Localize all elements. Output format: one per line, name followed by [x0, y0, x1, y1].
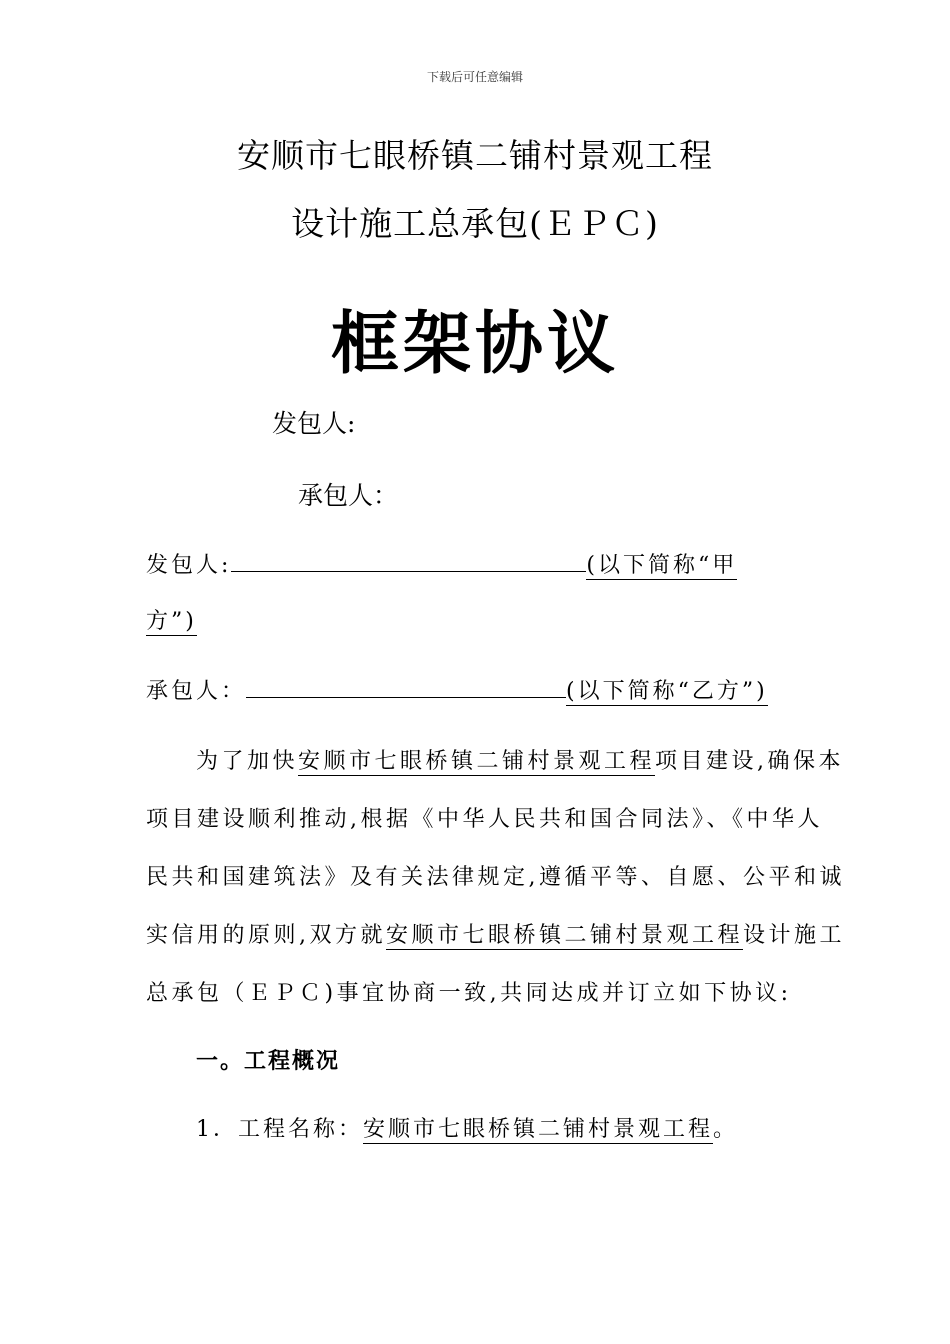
employer-blank	[231, 551, 586, 572]
intro-text: 实信用的原则,双方就	[146, 923, 386, 948]
contractor-suffix: (以下简称“乙方”)	[566, 679, 768, 704]
intro-line-4	[146, 918, 846, 949]
section-heading: 一。工程概况	[196, 1049, 341, 1074]
intro-text: 为了加快	[196, 749, 299, 774]
contractor-blank	[246, 677, 566, 698]
project-name-link: 安顺市七眼桥镇二铺村景观工程	[386, 923, 744, 948]
intro-text: 项目建设,确保本	[655, 749, 845, 774]
header-note: 下载后可任意编辑	[426, 70, 523, 84]
cover-contractor-label: 承包人：	[298, 481, 399, 510]
cover-employer-label: 发包人:	[272, 409, 356, 438]
employer-line-cont	[146, 604, 197, 635]
item-end: 。	[713, 1117, 739, 1142]
employer-suffix: (以下简称“甲	[586, 553, 738, 578]
contractor-line	[146, 674, 768, 705]
title-line-2: 设计施工总承包(ＥＰＣ)	[291, 204, 659, 243]
employer-label: 发包人:	[146, 553, 232, 578]
intro-line-2: 项目建设顺利推动,根据《中华人民共和国合同法》、《中华人	[146, 807, 823, 832]
item-value: 安顺市七眼桥镇二铺村景观工程	[363, 1117, 714, 1142]
contractor-label: 承包人：	[146, 679, 247, 704]
project-name-item	[196, 1112, 738, 1143]
intro-text: 设计施工	[743, 923, 846, 948]
intro-line-5: 总承包（ＥＰＣ)事宜协商一致,共同达成并订立如下协议:	[146, 981, 792, 1006]
title-line-1: 安顺市七眼桥镇二铺村景观工程	[237, 136, 713, 175]
employer-suffix-cont: 方”)	[146, 609, 197, 634]
project-name-link: 安顺市七眼桥镇二铺村景观工程	[298, 749, 656, 774]
employer-line	[146, 548, 737, 579]
title-main: 框架协议	[330, 305, 619, 384]
intro-line-1	[196, 744, 866, 775]
intro-line-3: 民共和国建筑法》及有关法律规定,遵循平等、自愿、公平和诚	[146, 865, 845, 890]
item-label: 1．工程名称：	[196, 1117, 363, 1142]
